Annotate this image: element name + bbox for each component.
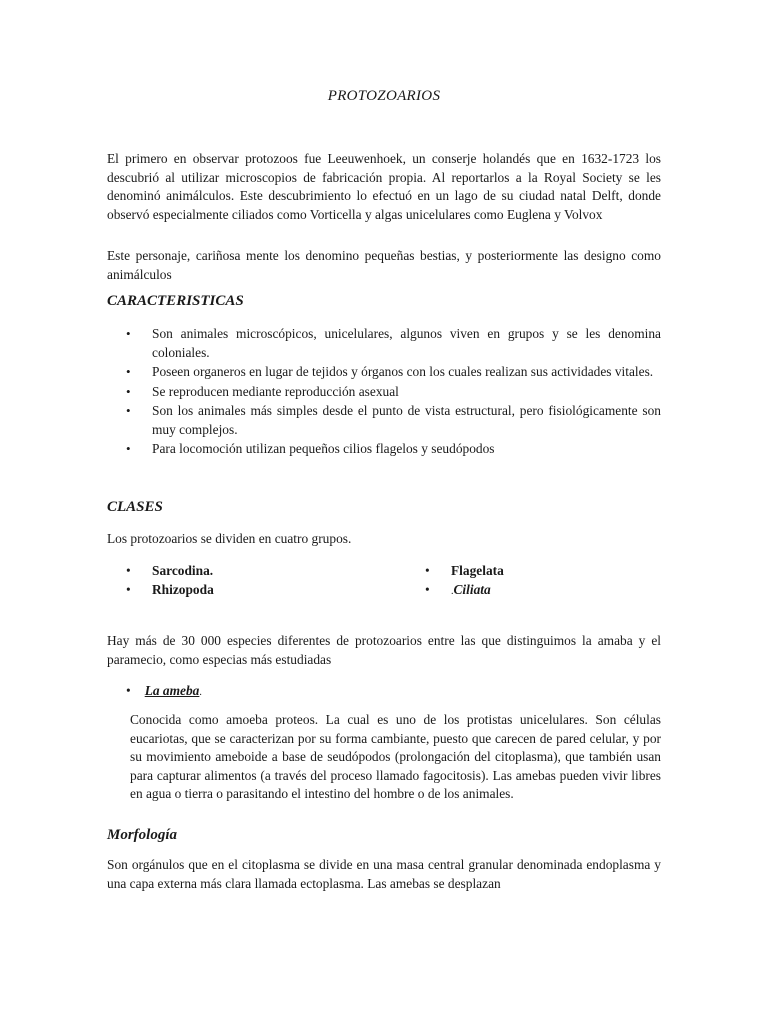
especies-paragraph: Hay más de 30 000 especies diferentes de protozoarios entre las que distinguimos la amaba y el paramecio, como especias más estudiadas [107, 633, 661, 667]
ameba-paragraph: Conocida como amoeba proteos. La cual es uno de los protistas unicelulares. Son células eucariotas, que se caracterizan por su forma cambiante, puesto que carecen de pared celular, y por su movimiento ameboide a base de seudópodos (prolongación del citoplasma), que también usan para capturar alimentos (a través del proceso llamado fagocitosis). Las amebas pueden vivir libres en agua o tierra o parasitando el intestino del hombre o de los animales. [130, 712, 661, 801]
list-item: • Poseen organeros en lugar de tejidos y órganos con los cuales realizan sus actividades vitales. [126, 363, 661, 382]
bullet-icon: • [126, 441, 131, 456]
ameba-item: • La ameba. [126, 683, 202, 698]
morfologia-heading: Morfología [107, 827, 178, 843]
list-item: • Son animales microscópicos, unicelulares, algunos viven en grupos y se les denomina coloniales. [126, 326, 661, 360]
morfologia-paragraph: Son orgánulos que en el citoplasma se divide en una masa central granular denominada endoplasma y una capa externa más clara llamada ectoplasma. Las amebas se desplazan [107, 857, 661, 891]
intro-paragraph: El primero en observar protozoos fue Leeuwenhoek, un conserje holandés que en 1632-1723 los descubrió al utilizar microscopios de fabricación propia. Al reportarlos a la Royal Society se les denominó animálculos. Este descubrimiento lo efectuó en un lago de su ciudad natal Delft, donde observó especialmente ciliados como Vorticella y algas unicelulares como Euglena y Volvox [107, 151, 661, 222]
bullet-icon: • [126, 403, 131, 418]
bullet-icon: • [425, 563, 430, 578]
bullet-icon: • [126, 563, 131, 578]
caracteristicas-heading: CARACTERISTICAS [107, 293, 244, 309]
page-title: PROTOZOARIOS [327, 88, 441, 104]
ameba-label: La ameba [144, 683, 200, 698]
personaje-paragraph: Este personaje, cariñosa mente los denomino pequeñas bestias, y posteriormente las designo como animálculos [107, 248, 661, 282]
bullet-icon: • [425, 582, 430, 597]
bullet-icon: • [126, 683, 131, 698]
clases-heading: CLASES [107, 499, 163, 515]
clases-intro: Los protozoarios se dividen en cuatro grupos. [107, 531, 352, 546]
list-item: • Se reproducen mediante reproducción asexual [126, 383, 661, 402]
clases-right-column [425, 561, 685, 601]
list-item: • Para locomoción utilizan pequeños cilios flagelos y seudópodos [126, 440, 661, 459]
bullet-icon: • [126, 364, 131, 379]
list-item: • Sarcodina. [126, 563, 214, 578]
list-item: • .Ciliata [425, 582, 491, 597]
list-item: • Son los animales más simples desde el punto de vista estructural, pero fisiológicamente son muy complejos. [126, 403, 661, 437]
bullet-icon: • [126, 383, 131, 399]
caracteristicas-list [126, 325, 661, 460]
list-item: • Rhizopoda [126, 582, 214, 597]
list-item: • Flagelata [425, 563, 504, 578]
bullet-icon: • [126, 326, 131, 341]
bullet-icon: • [126, 582, 131, 597]
clases-left-column [126, 561, 386, 599]
